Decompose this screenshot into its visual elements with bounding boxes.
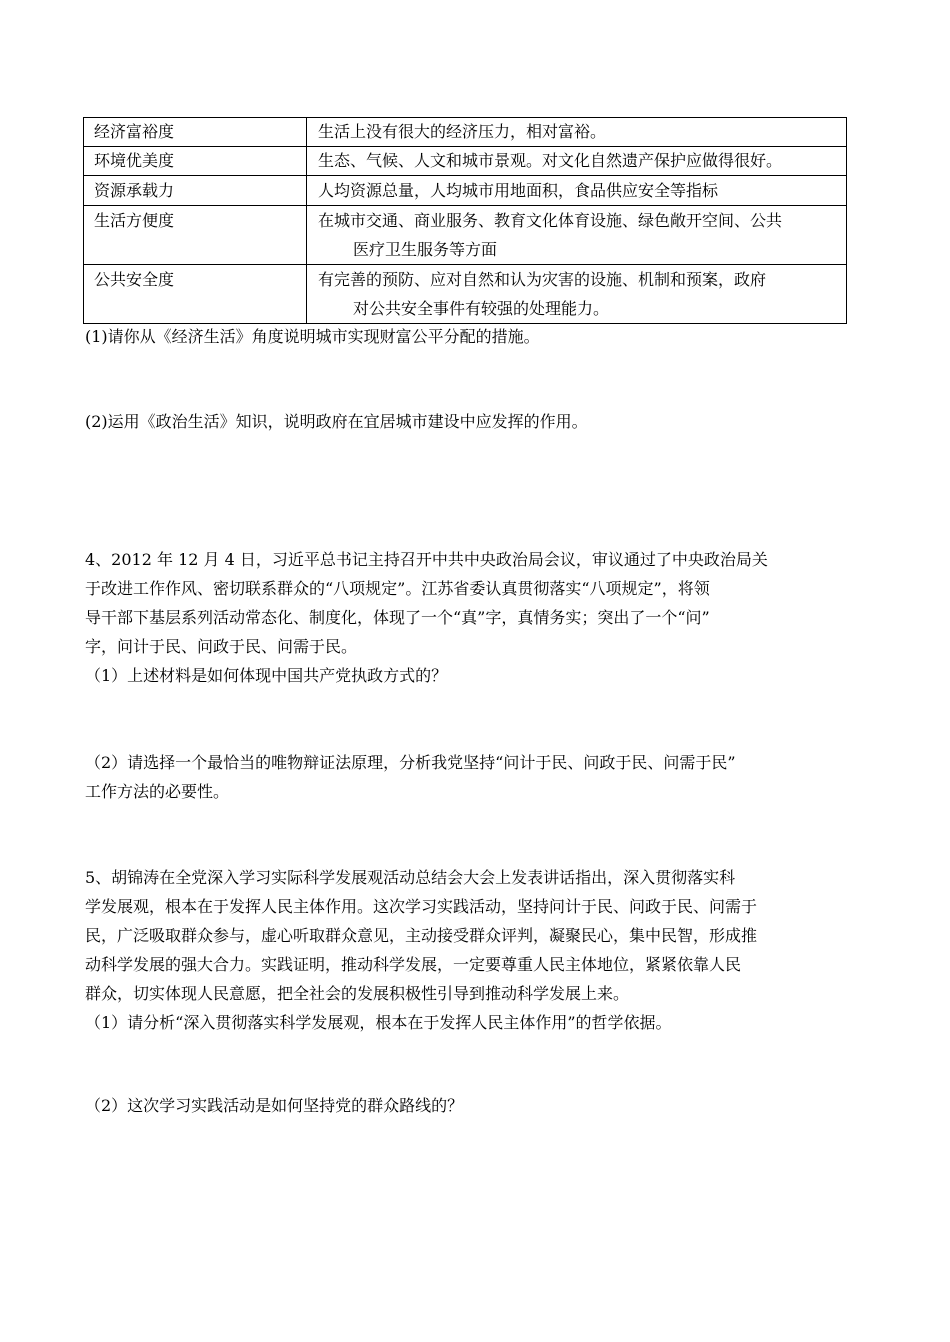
description-line: 对公共安全事件有较强的处理能力。: [353, 299, 610, 318]
table-row: [84, 118, 847, 147]
q4-sub2: [85, 748, 865, 806]
criterion-description: [307, 147, 847, 176]
q5-passage: [85, 863, 865, 1037]
passage-line: 于改进工作作风、密切联系群众的“八项规定”。江苏省委认真贯彻落实“八项规定”，将领: [85, 579, 710, 598]
description-line: 在城市交通、商业服务、教育文化体育设施、绿色敞开空间、公共: [318, 211, 783, 230]
passage-line: 导干部下基层系列活动常态化、制度化，体现了一个“真”字，真情务实；突出了一个“问”: [85, 608, 710, 627]
description-line: 生态、气候、人文和城市景观。对文化自然遗产保护应做得很好。: [318, 151, 783, 170]
criterion-description: [307, 265, 847, 324]
criterion-label: 资源承载力: [84, 176, 307, 206]
question-line: （2）请选择一个最恰当的唯物辩证法原理，分析我党坚持“问计于民、问政于民、问需于民”: [85, 753, 736, 772]
criterion-label: 公共安全度: [84, 265, 307, 324]
passage-line: 5、胡锦涛在全党深入学习实际科学发展观活动总结会大会上发表讲话指出，深入贯彻落实科: [85, 868, 736, 887]
q5-sub1: （1）请分析“深入贯彻落实科学发展观，根本在于发挥人民主体作用”的哲学依据。: [85, 1013, 672, 1032]
question-line: 工作方法的必要性。: [85, 782, 230, 801]
description-line: 医疗卫生服务等方面: [353, 240, 498, 259]
q4-passage: [85, 545, 865, 690]
passage-line: 群众，切实体现人民意愿，把全社会的发展积极性引导到推动科学发展上来。: [85, 984, 630, 1003]
q5-sub2: （2）这次学习实践活动是如何坚持党的群众路线的？: [85, 1096, 464, 1115]
description-line: 有完善的预防、应对自然和认为灾害的设施、机制和预案，政府: [318, 270, 767, 289]
passage-line: 学发展观，根本在于发挥人民主体作用。这次学习实践活动，坚持问计于民、问政于民、问需于: [85, 897, 758, 916]
table-row: [84, 176, 847, 206]
criterion-label: 生活方便度: [84, 206, 307, 265]
table-row: [84, 147, 847, 176]
table-row: [84, 265, 847, 324]
q3-sub1: (1)请你从《经济生活》角度说明城市实现财富公平分配的措施。: [85, 327, 540, 346]
criterion-label: 环境优美度: [84, 147, 307, 176]
criterion-label: 经济富裕度: [84, 118, 307, 147]
table-row: [84, 206, 847, 265]
criterion-description: [307, 206, 847, 265]
passage-line: 民，广泛吸取群众参与，虚心听取群众意见，主动接受群众评判，凝聚民心，集中民智，形成推: [85, 926, 758, 945]
description-line: 人均资源总量，人均城市用地面积，食品供应安全等指标: [318, 181, 719, 200]
passage-line: 4、2012 年 12 月 4 日，习近平总书记主持召开中共中央政治局会议，审议通过了中央政治局关: [85, 550, 768, 569]
description-line: 生活上没有很大的经济压力，相对富裕。: [318, 122, 607, 141]
livable-city-criteria-table: [83, 117, 847, 324]
criterion-description: [307, 176, 847, 206]
q4-sub1: （1）上述材料是如何体现中国共产党执政方式的？: [85, 666, 448, 685]
passage-line: 动科学发展的强大合力。实践证明，推动科学发展，一定要尊重人民主体地位，紧紧依靠人民: [85, 955, 742, 974]
q3-sub2: (2)运用《政治生活》知识，说明政府在宜居城市建设中应发挥的作用。: [85, 412, 588, 431]
passage-line: 字，问计于民、问政于民、问需于民。: [85, 637, 358, 656]
criterion-description: [307, 118, 847, 147]
